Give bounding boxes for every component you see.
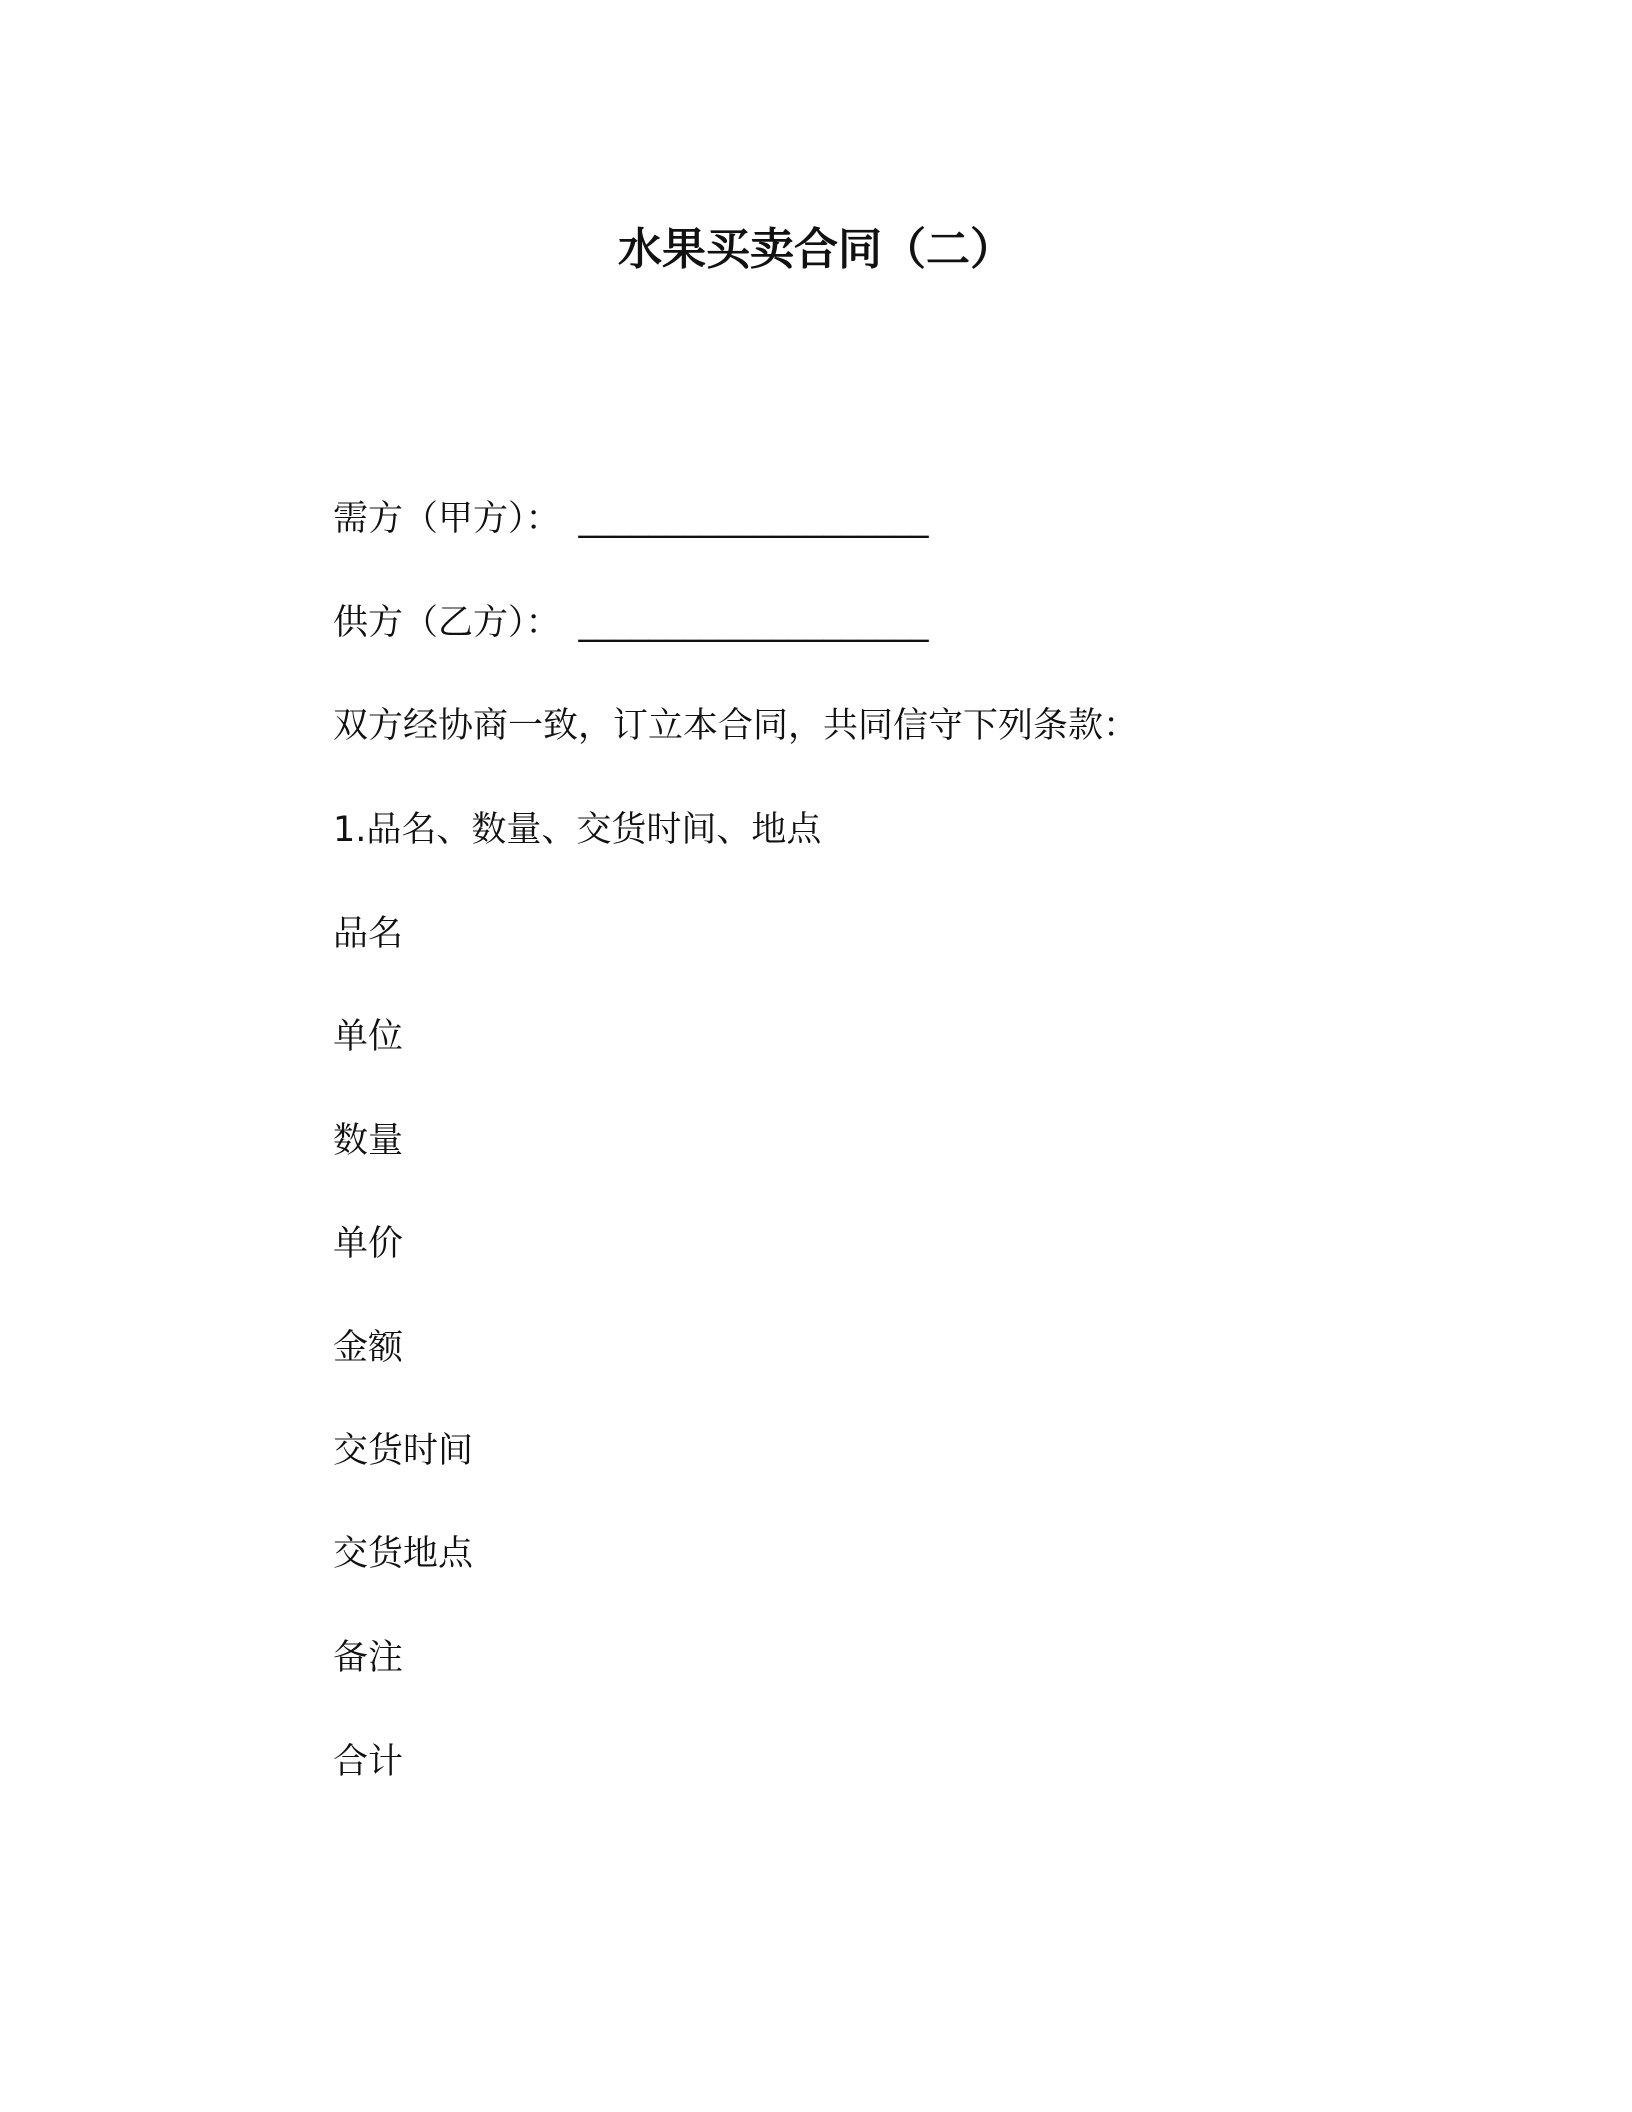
party-a-blank: ____________________: [578, 499, 929, 539]
party-a-line: [333, 497, 929, 541]
party-b-label: 供方（乙方）：: [333, 603, 561, 643]
intro-paragraph: 双方经协商一致，订立本合同，共同信守下列条款：: [333, 706, 1139, 746]
party-b-blank: ____________________: [578, 603, 929, 643]
section-1-heading: 1.品名、数量、交货时间、地点: [333, 810, 822, 850]
field-total: 合计: [333, 1742, 404, 1782]
field-amount: 金额: [333, 1328, 404, 1368]
field-quantity: 数量: [333, 1121, 404, 1161]
party-a-label: 需方（甲方）：: [333, 499, 561, 539]
field-product-name: 品名: [333, 914, 404, 954]
field-delivery-place: 交货地点: [333, 1534, 474, 1574]
party-b-line: [333, 601, 929, 645]
field-remarks: 备注: [333, 1638, 404, 1678]
document-title: 水果买卖合同（二）: [618, 224, 1014, 275]
field-unit-price: 单价: [333, 1224, 404, 1264]
field-delivery-time: 交货时间: [333, 1431, 474, 1471]
field-unit: 单位: [333, 1017, 404, 1057]
